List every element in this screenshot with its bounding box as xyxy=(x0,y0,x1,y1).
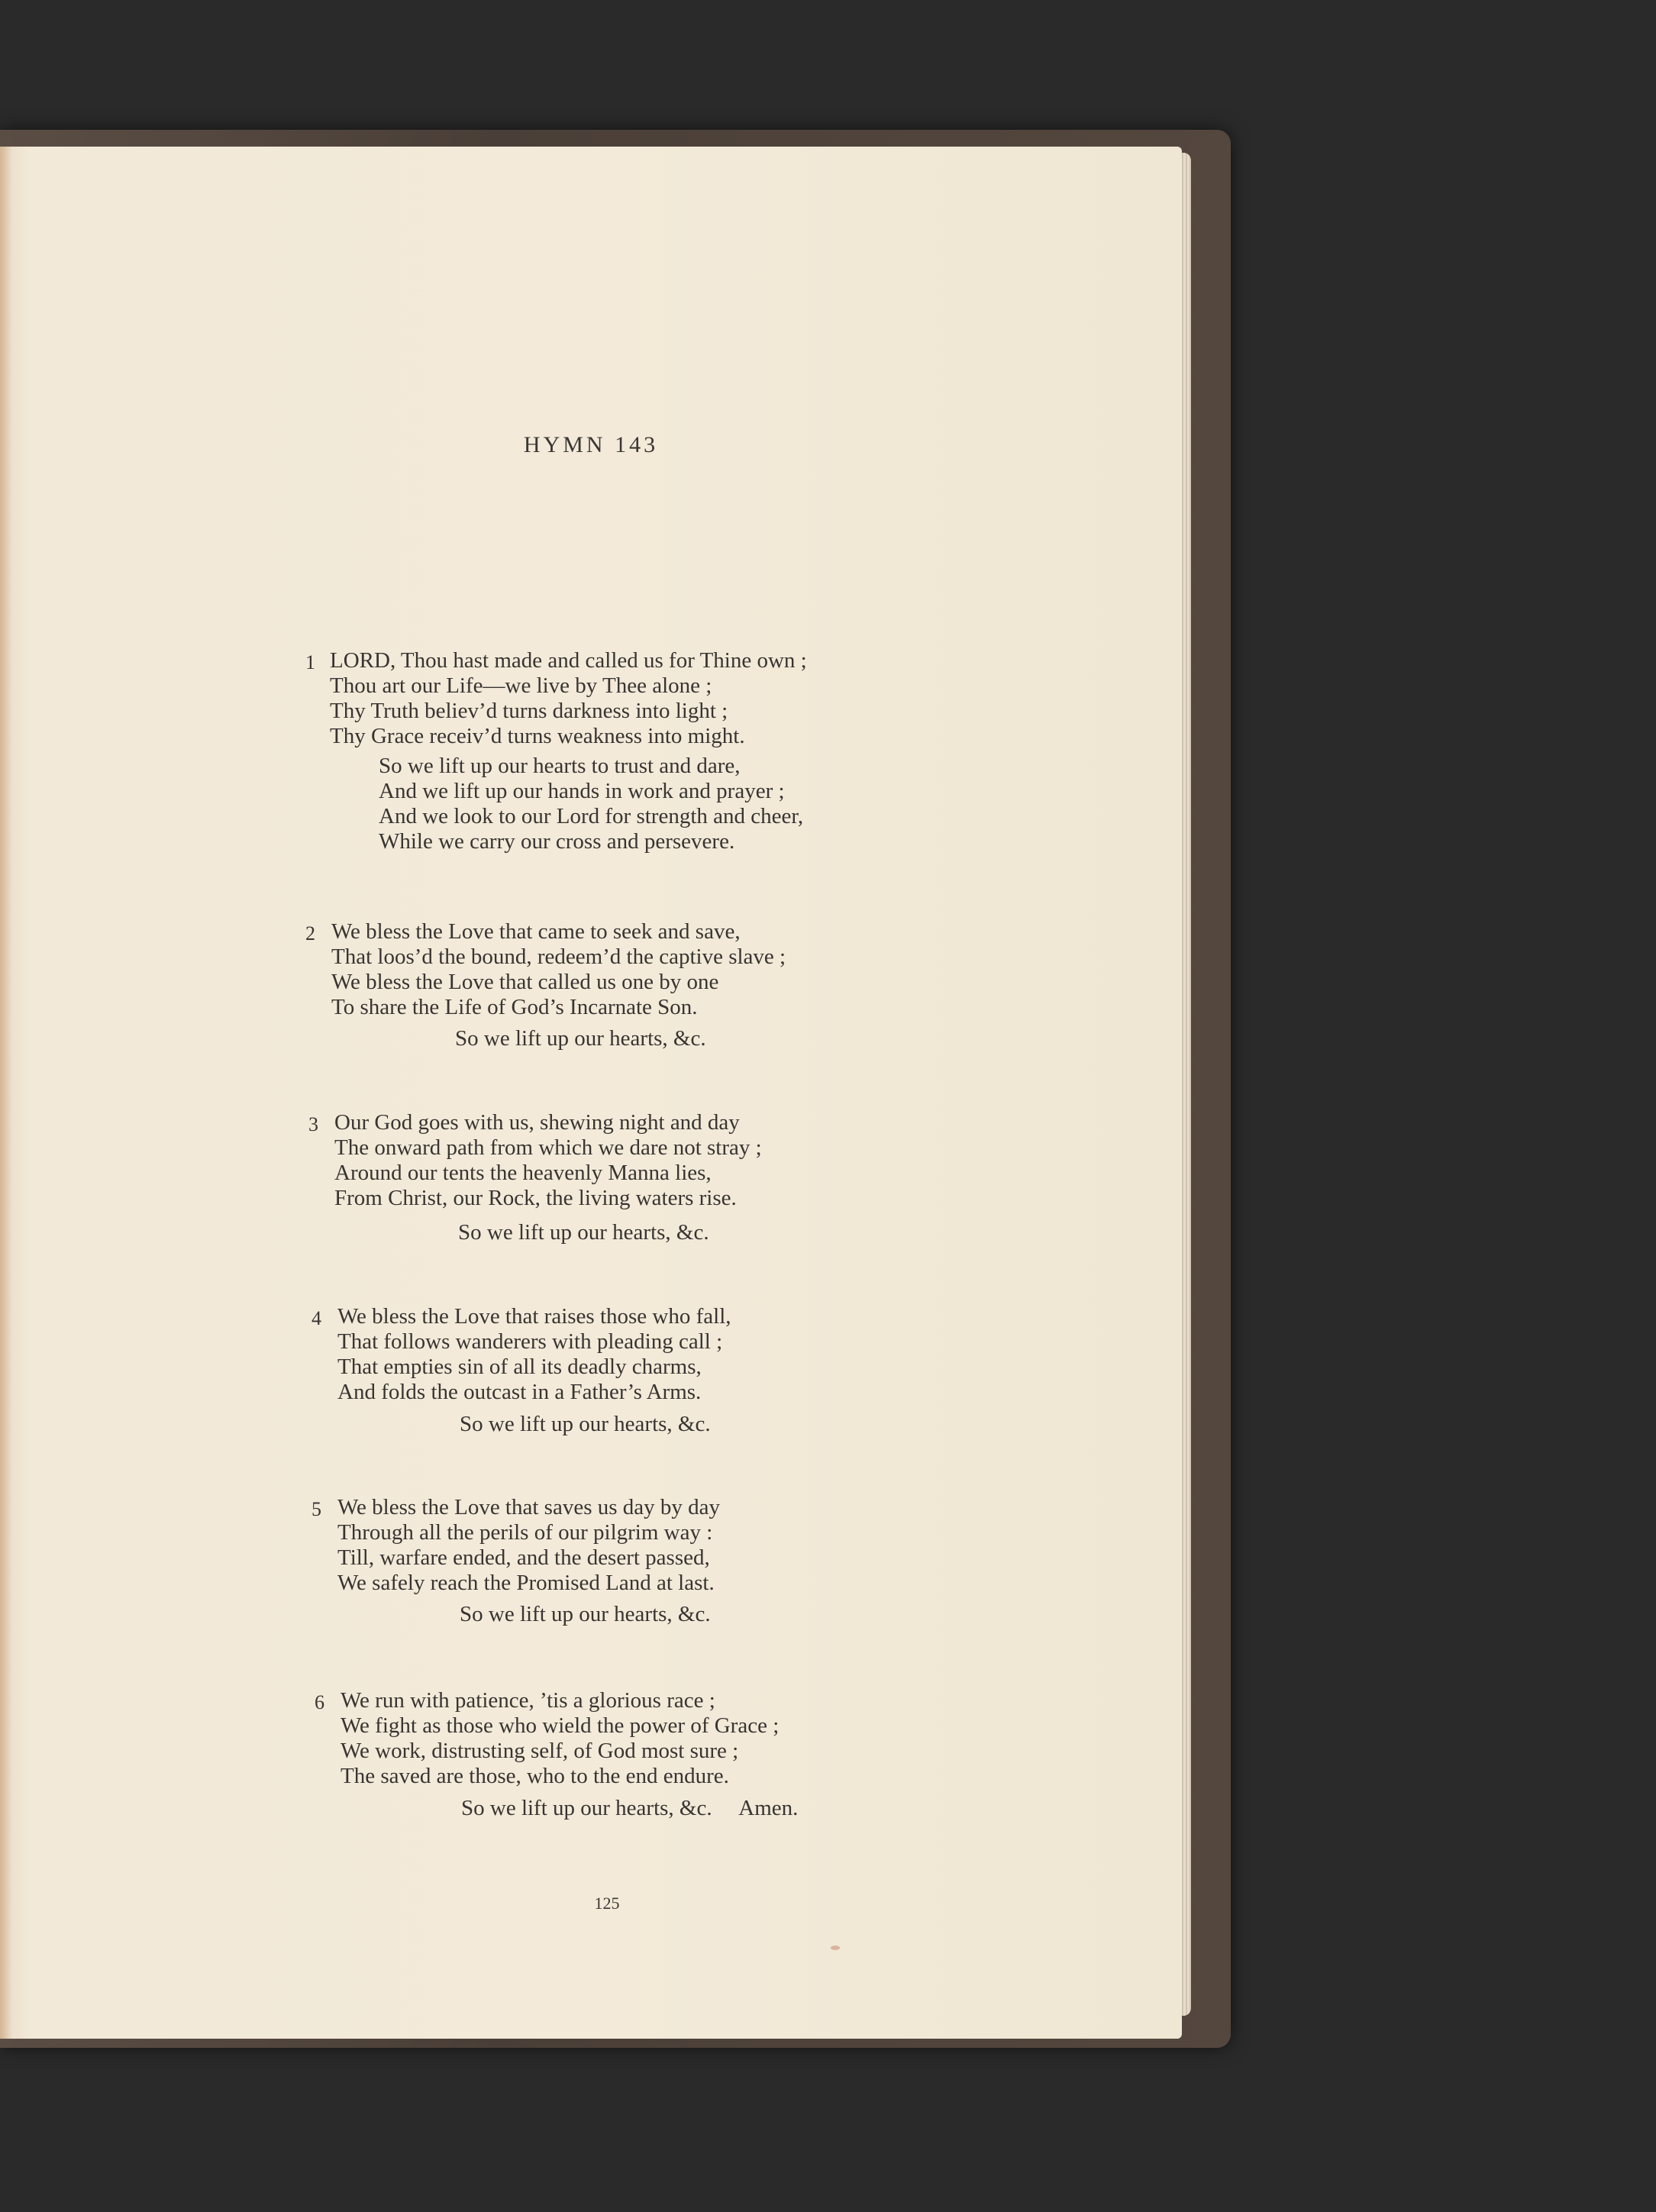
verse-2 xyxy=(305,919,786,1020)
verse-line: LORD, Thou hast made and called us for Thine own ; xyxy=(330,648,807,673)
verse-4 xyxy=(312,1304,731,1405)
verse-line: That follows wanderers with pleading call ; xyxy=(337,1329,723,1354)
verse-line: Through all the perils of our pilgrim way : xyxy=(337,1520,713,1545)
verse-line: We run with patience, ’tis a glorious race ; xyxy=(341,1688,715,1713)
hymn-title: HYMN 143 xyxy=(523,432,659,457)
verse-line: The saved are those, who to the end endure. xyxy=(341,1764,729,1788)
refrain-line: So we lift up our hearts to trust and dare, xyxy=(379,754,741,778)
verse-number: 5 xyxy=(312,1498,321,1520)
refrain-1 xyxy=(379,754,803,854)
verse-line: Thou art our Life—we live by Thee alone ; xyxy=(330,673,712,698)
verse-5 xyxy=(312,1495,720,1596)
verse-3 xyxy=(308,1110,762,1211)
verse-line: We safely reach the Promised Land at last. xyxy=(337,1571,715,1595)
verse-line: Till, warfare ended, and the desert passed, xyxy=(337,1545,710,1570)
verse-lines xyxy=(337,1495,720,1596)
verse-line: To share the Life of God’s Incarnate Son. xyxy=(331,995,698,1019)
refrain-line: And we look to our Lord for strength and cheer, xyxy=(379,804,804,828)
verse-line: We bless the Love that saves us day by day xyxy=(337,1495,721,1519)
verse-lines xyxy=(334,1110,762,1211)
verse-lines xyxy=(337,1304,731,1405)
refrain-6: So we lift up our hearts, &c. Amen. xyxy=(461,1796,799,1820)
refrain-5: So we lift up our hearts, &c. xyxy=(460,1602,711,1626)
verse-number: 2 xyxy=(305,922,315,945)
refrain-line: And we lift up our hands in work and prayer ; xyxy=(379,779,785,803)
verse-number: 4 xyxy=(312,1307,321,1329)
verse-line: The onward path from which we dare not stray ; xyxy=(334,1135,762,1160)
paper-stain xyxy=(831,1946,840,1950)
verse-line: From Christ, our Rock, the living waters rise. xyxy=(334,1186,737,1210)
verse-line: We bless the Love that came to seek and save, xyxy=(331,919,741,944)
refrain-3: So we lift up our hearts, &c. xyxy=(458,1220,709,1245)
verse-line: That loos’d the bound, redeem’d the captive slave ; xyxy=(331,945,786,969)
verse-6 xyxy=(315,1688,779,1789)
verse-lines xyxy=(341,1688,779,1789)
verse-lines xyxy=(330,648,807,749)
verse-1 xyxy=(305,648,807,749)
page-number: 125 xyxy=(594,1894,620,1913)
verse-line: That empties sin of all its deadly charms, xyxy=(337,1355,702,1379)
verse-number: 1 xyxy=(305,651,315,673)
verse-number: 6 xyxy=(315,1691,324,1713)
book-page xyxy=(0,147,1182,2039)
refrain-4: So we lift up our hearts, &c. xyxy=(460,1412,711,1436)
verse-line: And folds the outcast in a Father’s Arms. xyxy=(337,1380,702,1404)
verse-line: Thy Truth believ’d turns darkness into light ; xyxy=(330,699,728,723)
verse-line: We bless the Love that raises those who fall, xyxy=(337,1304,731,1329)
refrain-2: So we lift up our hearts, &c. xyxy=(455,1026,706,1051)
page-gutter-stain xyxy=(0,147,12,2039)
verse-line: Our God goes with us, shewing night and day xyxy=(334,1110,740,1135)
verse-line: Around our tents the heavenly Manna lies, xyxy=(334,1161,712,1185)
verse-line: We fight as those who wield the power of Grace ; xyxy=(341,1713,780,1738)
verse-lines xyxy=(331,919,786,1020)
verse-number: 3 xyxy=(308,1113,318,1135)
verse-line: Thy Grace receiv’d turns weakness into might. xyxy=(330,724,745,748)
verse-line: We work, distrusting self, of God most sure ; xyxy=(341,1739,739,1763)
verse-line: We bless the Love that called us one by one xyxy=(331,970,719,994)
refrain-line: While we carry our cross and persevere. xyxy=(379,829,735,854)
